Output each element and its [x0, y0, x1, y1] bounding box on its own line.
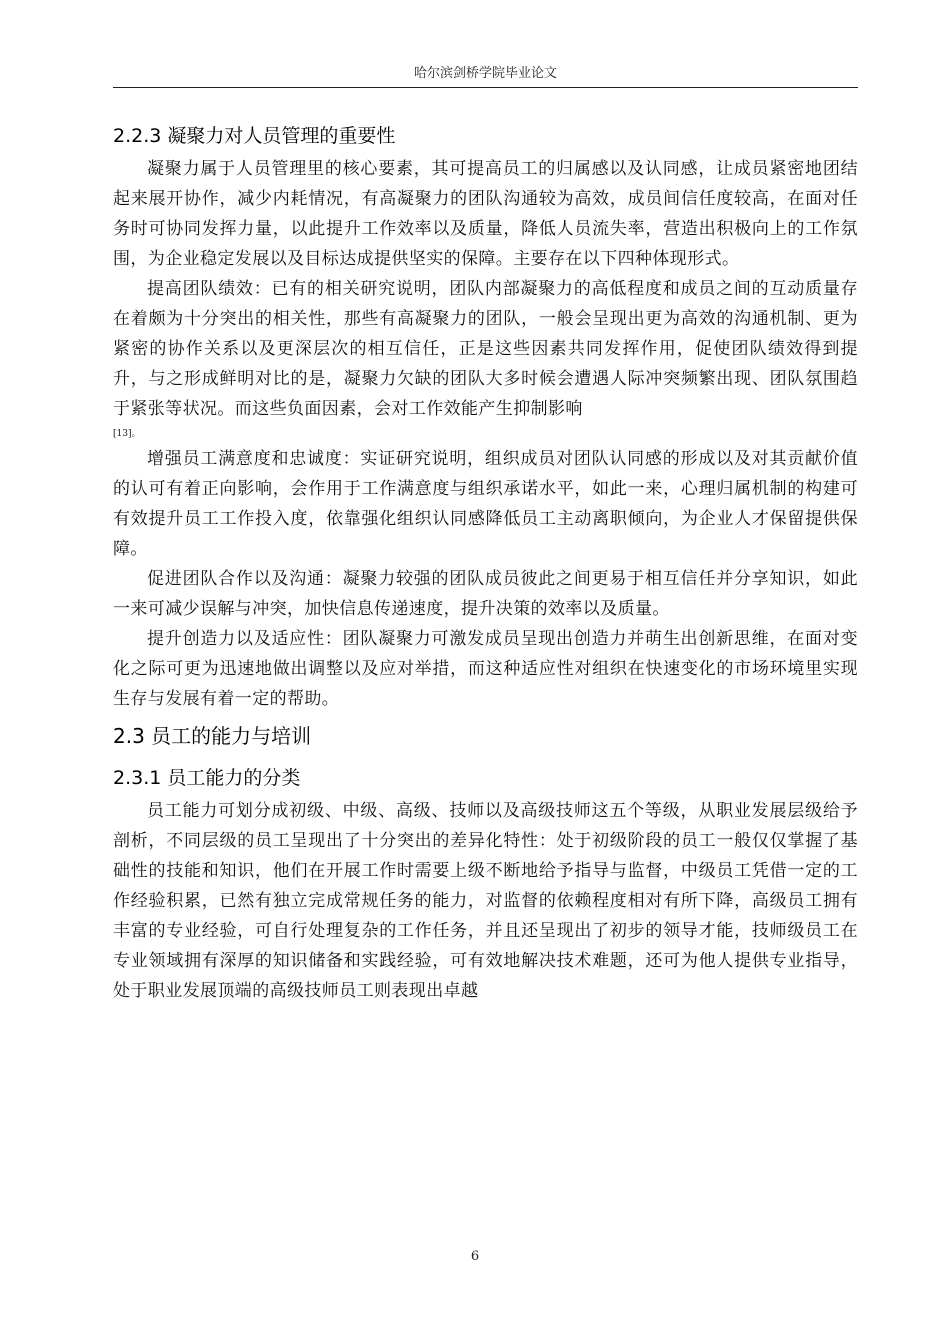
paragraph: 增强员工满意度和忠诚度：实证研究说明，组织成员对团队认同感的形成以及对其贡献价值的认可有着正向影响，会作用于工作满意度与组织承诺水平，如此一来，心理归属机制的构建可有效提升员工工作投入度，依靠强化组织认同感降低员工主动离职倾向，为企业人才保留提供保障。 — [113, 449, 858, 559]
paragraph: 促进团队合作以及沟通：凝聚力较强的团队成员彼此之间更易于相互信任并分享知识，如此一来可减少误解与冲突，加快信息传递速度，提升决策的效率以及质量。 — [113, 569, 858, 619]
page-number: 6 — [470, 1249, 480, 1264]
section-heading-2-3-1: 2.3.1 员工能力的分类 — [113, 767, 301, 789]
header-divider — [113, 87, 858, 88]
paragraph: 员工能力可划分成初级、中级、高级、技师以及高级技师这五个等级，从职业发展层级给予剖析，不同层级的员工呈现出了十分突出的差异化特性：处于初级阶段的员工一般仅仅掌握了基础性的技能和知识，他们在开展工作时需要上级不断地给予指导与监督，中级员工凭借一定的工作经验积累，已然有独立完成常规任务的能力，对监督的依赖程度相对有所下降，高级员工拥有丰富的专业经验，可自行处理复杂的工作任务，并且还呈现出了初步的领导才能，技师级员工在专业领域拥有深厚的知识储备和实践经验，可有效地解决技术难题，还可为他人提供专业指导，处于职业发展顶端的高级技师员工则表现出卓越 — [113, 801, 858, 1001]
paragraph-text: 提高团队绩效：已有的相关研究说明，团队内部凝聚力的高低程度和成员之间的互动质量存在着颇为十分突出的相关性，那些有高凝聚力的团队，一般会呈现出更为高效的沟通机制、更为紧密的协作关系以及更深层次的相互信任，正是这些因素共同发挥作用，促使团队绩效得到提升，与之形成鲜明对比的是，凝聚力欠缺的团队大多时候会遭遇人际冲突频繁出现、团队氛围趋于紧张等状况。而这些负面因素，会对工作效能产生抑制影响 — [113, 279, 858, 419]
citation-marker: [13]。 — [113, 429, 141, 439]
section-heading-2-2-3: 2.2.3 凝聚力对人员管理的重要性 — [113, 125, 396, 147]
paragraph — [113, 274, 858, 444]
section-heading-2-3: 2.3 员工的能力与培训 — [113, 724, 312, 748]
paragraph: 提升创造力以及适应性：团队凝聚力可激发成员呈现出创造力并萌生出创新思维，在面对变化之际可更为迅速地做出调整以及应对举措，而这种适应性对组织在快速变化的市场环境里实现生存与发展有着一定的帮助。 — [113, 629, 858, 709]
page-header: 哈尔滨剑桥学院毕业论文 — [413, 66, 557, 81]
paragraph: 凝聚力属于人员管理里的核心要素，其可提高员工的归属感以及认同感，让成员紧密地团结起来展开协作，减少内耗情况，有高凝聚力的团队沟通较为高效，成员间信任度较高，在面对任务时可协同发挥力量，以此提升工作效率以及质量，降低人员流失率，营造出积极向上的工作氛围，为企业稳定发展以及目标达成提供坚实的保障。主要存在以下四种体现形式。 — [113, 159, 858, 269]
document-body — [113, 118, 858, 1006]
